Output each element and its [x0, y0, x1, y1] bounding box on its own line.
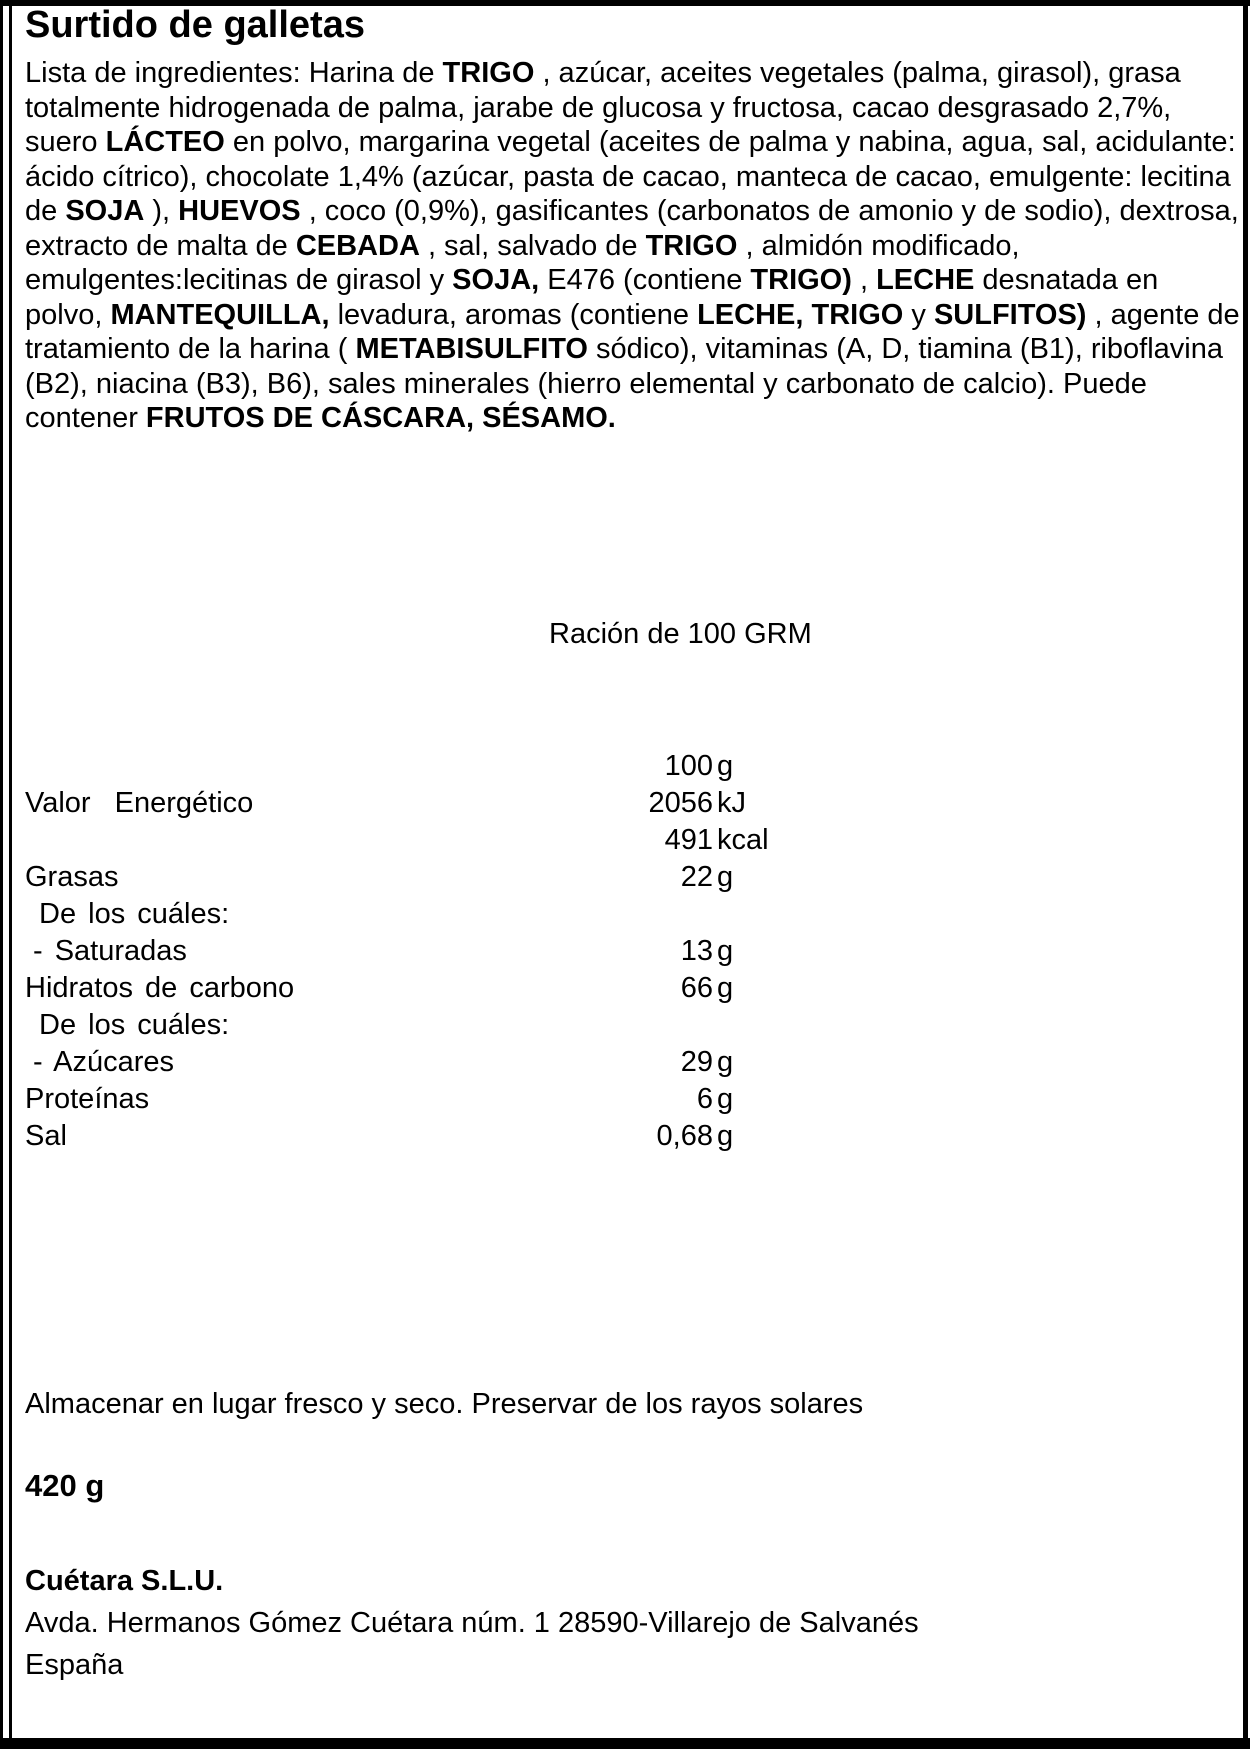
ingredients-paragraph — [25, 56, 1240, 436]
ingredient-allergen: TRIGO) — [750, 264, 852, 296]
nutrient-label: Sal — [25, 1120, 67, 1152]
nutrient-value: 0,68 — [656, 1120, 713, 1152]
ingredient-text: , almidón modificado, emulgentes:lecitinas de girasol y — [25, 229, 1020, 296]
ingredient-allergen: MANTEQUILLA, — [110, 298, 330, 331]
ingredient-text: ), — [144, 195, 179, 227]
ingredient-text: , — [851, 264, 877, 296]
ingredient-text: levadura, aromas (contiene — [329, 298, 698, 331]
nutrient-label: - Saturadas — [33, 935, 187, 967]
ingredient-allergen: FRUTOS DE CÁSCARA, SÉSAMO. — [145, 402, 616, 434]
manufacturer-address: Avda. Hermanos Gómez Cuétara núm. 1 28590-Villarejo de Salvanés — [25, 1607, 919, 1639]
nutrient-label: De los cuáles: — [39, 898, 230, 930]
nutrition-row — [25, 748, 797, 785]
ingredient-allergen: LECHE, TRIGO — [697, 298, 904, 331]
nutrient-value: 2056 — [648, 787, 713, 819]
ingredient-allergen: SULFITOS) — [933, 298, 1087, 331]
nutrition-row — [25, 896, 797, 933]
storage-instructions: Almacenar en lugar fresco y seco. Preservar de los rayos solares — [25, 1388, 864, 1420]
nutrition-row — [25, 933, 797, 970]
nutrient-value: 13 — [680, 935, 713, 967]
frame-border-left-inner — [9, 6, 12, 1738]
manufacturer-country: España — [25, 1649, 124, 1681]
nutrient-unit: g — [717, 1120, 734, 1152]
serving-size-header: Ración de 100 GRM — [549, 618, 812, 650]
ingredient-text: en polvo, margarina vegetal (aceites de palma y nabina, agua, sal, acidulante: ácido cítrico), chocolate 1,4% (azúcar, pasta de cacao, manteca de cacao, emulgente: lecitina de — [25, 126, 1236, 227]
ingredient-allergen: TRIGO — [442, 57, 535, 89]
nutrient-label: Grasas — [25, 861, 119, 893]
nutrient-unit: g — [717, 1083, 734, 1115]
ingredient-text: y — [903, 298, 934, 331]
nutrient-value: 100 — [664, 750, 713, 782]
nutrient-unit: g — [717, 972, 734, 1004]
nutrient-unit: g — [717, 861, 734, 893]
nutrition-row — [25, 785, 797, 822]
ingredient-text: Lista de ingredientes: Harina de — [25, 57, 443, 89]
nutrient-value: 66 — [680, 972, 713, 1004]
ingredient-allergen: CEBADA — [295, 229, 420, 262]
ingredient-allergen: METABISULFITO — [355, 333, 588, 365]
nutrient-value: 6 — [696, 1083, 713, 1115]
nutrient-unit: g — [717, 1046, 734, 1078]
net-weight: 420 g — [25, 1468, 105, 1503]
ingredient-text: , coco (0,9%), gasificantes (carbonatos de amonio y de sodio), dextrosa, extracto de malta de — [25, 195, 1239, 262]
ingredient-text: desnatada en polvo, — [25, 264, 1159, 331]
frame-border-left-outer — [0, 0, 3, 1749]
nutrition-table — [25, 748, 797, 1155]
ingredient-allergen: TRIGO — [645, 229, 738, 262]
ingredient-allergen: SOJA, — [452, 264, 540, 296]
nutrition-row — [25, 1044, 797, 1081]
frame-border-right — [1243, 0, 1248, 1749]
manufacturer-block — [25, 1560, 919, 1686]
ingredient-text: E476 (contiene — [539, 264, 751, 296]
nutrient-label: Hidratos de carbono — [25, 972, 295, 1004]
nutrient-label: Proteínas — [25, 1083, 150, 1115]
nutrition-row — [25, 822, 797, 859]
nutrition-row — [25, 859, 797, 896]
nutrient-label: De los cuáles: — [39, 1009, 230, 1041]
nutrient-label: Valor Energético — [25, 787, 254, 819]
ingredient-text: , sal, salvado de — [419, 229, 646, 262]
ingredient-text: , azúcar, aceites vegetales (palma, girasol), grasa totalmente hidrogenada de palma, jarabe de glucosa y fructosa, cacao desgrasado 2,7%, suero — [25, 57, 1181, 158]
nutrition-row — [25, 970, 797, 1007]
product-title: Surtido de galletas — [25, 4, 365, 46]
nutrient-unit: kcal — [717, 824, 769, 856]
ingredient-allergen: LECHE — [876, 264, 975, 296]
ingredient-allergen: SOJA — [65, 195, 145, 227]
nutrient-label: - Azúcares — [33, 1046, 174, 1078]
nutrient-unit: g — [717, 935, 734, 967]
nutrition-row — [25, 1081, 797, 1118]
ingredient-allergen: HUEVOS — [178, 195, 301, 227]
frame-border-bottom — [0, 1738, 1250, 1749]
ingredient-allergen: LÁCTEO — [105, 126, 225, 158]
ingredient-text: sódico), vitaminas (A, D, tiamina (B1), riboflavina (B2), niacina (B3), B6), sales minerales (hierro elemental y carbonato de calcio). Puede contener — [25, 333, 1223, 434]
nutrition-row — [25, 1118, 797, 1155]
ingredient-text: , agente de tratamiento de la harina ( — [25, 298, 1240, 365]
nutrient-unit: kJ — [717, 787, 746, 819]
manufacturer-name: Cuétara S.L.U. — [25, 1565, 224, 1597]
nutrient-value: 29 — [680, 1046, 713, 1078]
nutrient-value: 491 — [664, 824, 713, 856]
nutrient-unit: g — [717, 750, 734, 782]
nutrient-value: 22 — [680, 861, 713, 893]
nutrition-row — [25, 1007, 797, 1044]
